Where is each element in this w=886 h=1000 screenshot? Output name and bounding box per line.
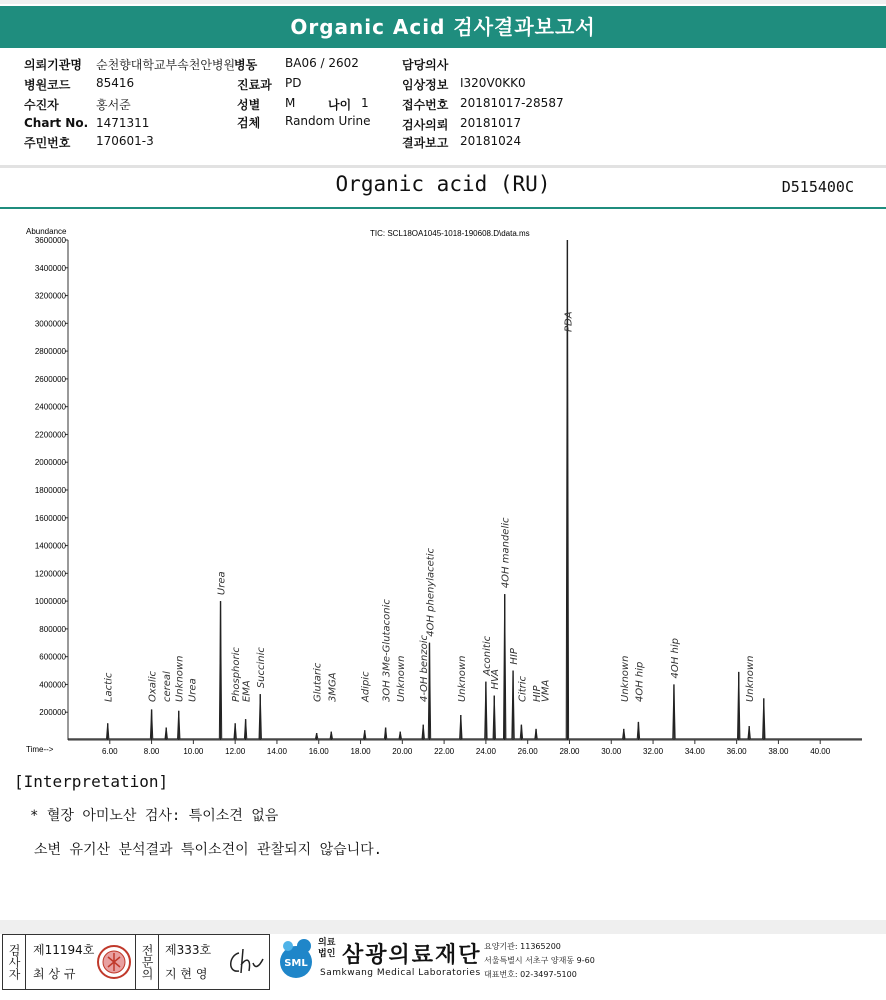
peak-annotation: Succinic [256,647,268,689]
x-tick-label: 30.00 [601,747,622,756]
report-date-value: 20181024 [460,134,522,148]
peak-annotation: 4OH hip [669,638,681,679]
inspector-label: 검사자 [3,935,26,989]
id-label: 주민번호 [24,136,71,150]
patient-info-block [0,52,886,164]
peak-annotation: Phosphoric [231,647,243,702]
x-tick-label: 36.00 [726,747,747,756]
chromatogram-chart [0,212,886,768]
x-tick-label: 6.00 [102,747,118,756]
seal-stamp-icon [95,941,133,983]
y-tick-label: 3000000 [34,319,66,329]
inspector-license: 제11194호 [33,943,95,957]
peak-annotation: 3MGA [327,672,339,702]
peak-annotation: Aconitic [481,635,493,676]
inspector-name: 최 상 규 [33,967,76,981]
hospital-code-label: 병원코드 [24,78,71,92]
report-code: D515400C [781,178,854,196]
dept-value: PD [285,76,302,90]
reviewer-label: 전문의 [135,935,159,989]
report-header-title: Organic Acid 검사결과보고서 [0,6,886,48]
y-tick-label: 800000 [39,624,66,634]
peak-annotation: Glutaric [312,662,324,702]
peak-annotation: 4OH mandelic [500,517,512,589]
peak-annotation: VMA [540,679,552,702]
peak-annotation: HVA [490,669,502,690]
phone: 대표번호: 02-3497-5100 [484,970,577,979]
sex-label: 성별 [237,98,261,112]
signature-icon [225,945,265,979]
request-value: 20181017 [460,116,522,130]
peak-annotation: 4OH phenylacetic [425,547,437,637]
x-tick-label: 20.00 [392,747,413,756]
peak-annotation: Adipic [360,671,372,702]
address: 서울특별시 서초구 양재동 9-60 [484,956,595,965]
peak-annotation: HIP [509,648,521,665]
x-tick-label: 24.00 [475,747,496,756]
age-value: 1 [361,96,369,110]
peak-annotation: cereal [162,671,174,702]
divider [0,207,886,209]
x-tick-label: 16.00 [308,747,329,756]
interpretation-line: * 혈장 아미노산 검사: 특이소견 없음 [30,808,279,824]
divider [0,165,886,168]
x-tick-label: 28.00 [559,747,580,756]
logo-text: SML [284,958,308,969]
peak-annotation: 4OH hip [634,661,646,702]
org-name: 삼광의료재단 [342,943,482,968]
y-tick-label: 2600000 [34,374,66,384]
institution-label: 의뢰기관명 [24,58,82,72]
peak-annotation: PDA [563,311,575,332]
peak-annotation: Unknown [619,655,631,702]
signature-box [2,934,270,990]
x-tick-label: 34.00 [684,747,705,756]
dept-label: 진료과 [237,78,272,92]
receipt-label: 접수번호 [402,98,449,112]
y-tick-label: 1600000 [34,513,66,523]
peak-annotation: Citric [517,675,529,702]
interpretation-heading: [Interpretation] [14,772,169,791]
x-tick-label: 22.00 [434,747,455,756]
x-tick-label: 18.00 [350,747,371,756]
chart-no-label: Chart No. [24,116,89,130]
x-tick-label: 38.00 [768,747,789,756]
x-tick-label: 14.00 [266,747,287,756]
y-tick-label: 1800000 [34,486,66,495]
peak-annotation: Unknown [456,655,468,702]
y-tick-label: 1000000 [34,597,66,607]
y-tick-label: 1400000 [34,541,66,551]
sex-value: M [285,96,296,110]
y-tick-label: 3200000 [34,291,66,301]
y-tick-label: 2800000 [34,347,66,357]
peak-annotation: Lactic [103,672,115,702]
y-axis-title: Abundance [26,227,67,236]
clinical-label: 임상정보 [402,78,449,92]
peak-annotation: Urea [216,571,228,596]
reviewer-name: 지 현 영 [165,967,208,981]
y-tick-label: 2000000 [34,458,66,468]
report-title: Organic acid (RU) [335,172,551,196]
patient-value: 홍서준 [96,98,131,112]
peak-annotation: Urea [187,678,199,702]
receipt-value: 20181017-28587 [460,96,564,110]
interpretation-line: 소변 유기산 분석결과 특이소견이 관찰되지 않습니다. [34,842,383,858]
x-tick-label: 40.00 [810,747,831,756]
y-tick-label: 2400000 [34,402,66,412]
peak-annotation: Unknown [174,655,186,702]
reviewer-license: 제333호 [165,943,212,957]
y-tick-label: 3600000 [34,236,66,245]
peak-annotation: Unknown [745,655,757,702]
org-prefix: 의료법인 [318,938,336,959]
x-tick-label: 26.00 [517,747,538,756]
x-tick-label: 12.00 [225,747,246,756]
request-label: 검사의뢰 [402,118,449,132]
x-axis-title: Time--> [26,745,54,754]
ward-value: BA06 / 2602 [285,56,359,70]
y-tick-label: 200000 [39,708,66,718]
peak-annotation: EMA [241,680,253,702]
y-tick-label: 1200000 [34,569,66,579]
institution-value: 순천향대학교부속천안병원 [96,58,236,72]
hospital-code-value: 85416 [96,76,135,90]
org-contact [484,940,595,982]
report-date-label: 결과보고 [402,136,449,150]
peak-annotation: Oxalic [147,671,159,702]
sml-logo-icon [274,936,318,980]
y-tick-label: 2200000 [34,430,66,440]
footer [0,934,886,990]
y-tick-label: 600000 [39,652,66,662]
id-value: 170601-3 [96,134,154,148]
org-english-name: Samkwang Medical Laboratories [320,968,481,978]
chart-no-value: 1471311 [96,116,150,130]
peak-annotation: Unknown [396,655,408,702]
ward-label: 병동 [234,58,258,72]
x-tick-label: 32.00 [643,747,664,756]
divider [0,920,886,934]
x-tick-label: 8.00 [143,747,160,756]
y-tick-label: 3400000 [34,263,66,273]
top-strip [0,0,886,4]
care-code: 요양기관: 11365200 [484,942,561,951]
age-label: 나이 [328,98,352,112]
doctor-label: 담당의사 [402,58,449,72]
patient-label: 수진자 [24,98,59,112]
y-tick-label: 400000 [39,680,66,690]
specimen-value: Random Urine [285,114,371,128]
peak-annotation: HIP [532,685,544,702]
clinical-value: I320V0KK0 [460,76,526,90]
peak-annotation: 3OH 3Me-Glutaconic [381,599,393,702]
peak-annotation: 4-OH benzoic [419,634,431,702]
x-tick-label: 10.00 [183,747,204,756]
chart-title: TIC: SCL18OA1045-1018-190608.D\data.ms [370,229,530,238]
specimen-label: 검체 [237,116,261,130]
